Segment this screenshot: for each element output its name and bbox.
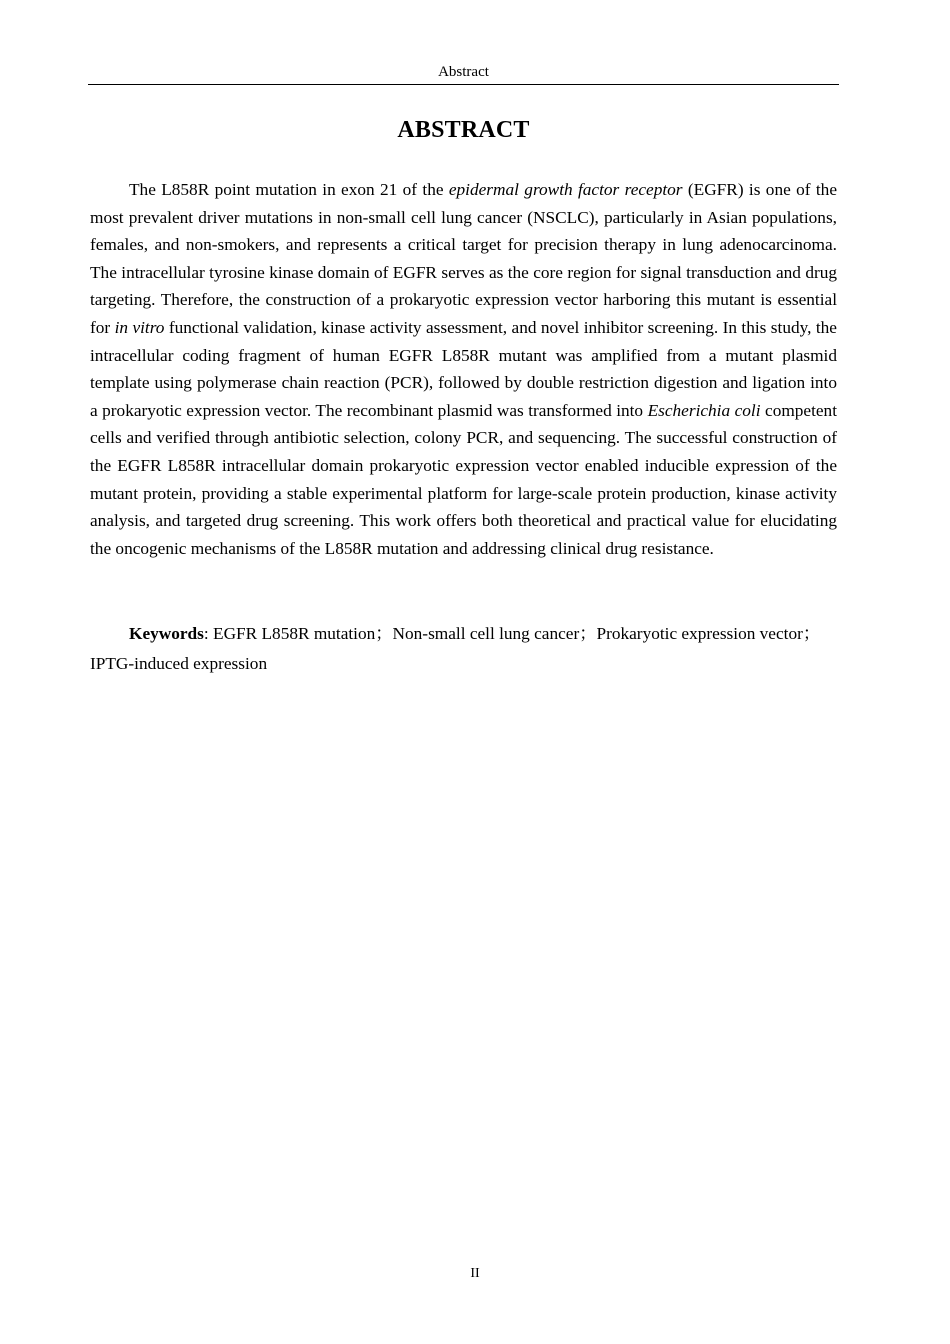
keywords-line xyxy=(90,619,837,679)
abstract-italic-egfr: epidermal growth factor receptor xyxy=(448,180,683,199)
abstract-text-2: (EGFR) is one of the most prevalent driver mutations in non-small cell lung cancer (NSCLC), particularly in Asian populations, females, and non-smokers, and represents a critical target for precision therapy in lung adenocarcinoma. The intracellular tyrosine kinase domain of EGFR serves as the core region for signal transduction and drug targeting. Therefore, the construction of a prokaryotic expression vector harboring this mutant is essential for xyxy=(90,180,837,337)
keywords-text: : EGFR L858R mutation；Non-small cell lung cancer；Prokaryotic expression vector；IPTG-induced expression xyxy=(90,624,821,673)
header-rule xyxy=(88,84,839,85)
abstract-title: ABSTRACT xyxy=(397,117,530,143)
abstract-italic-in-vitro: in vitro xyxy=(114,317,165,337)
keywords-label: Keywords xyxy=(129,624,204,643)
abstract-text-4: competent cells and verified through antibiotic selection, colony PCR, and sequencing. The successful construction of the EGFR L858R intracellular domain prokaryotic expression vector enabled inducible expression of the mutant protein, providing a stable experimental platform for large-scale protein production, kinase activity analysis, and targeted drug screening. This work offers both theoretical and practical value for elucidating the oncogenic mechanisms of the L858R mutation and addressing clinical drug resistance. xyxy=(90,400,837,558)
page-number: II xyxy=(470,1266,480,1281)
abstract-body xyxy=(90,176,837,562)
running-header: Abstract xyxy=(438,64,489,80)
abstract-text-1: The L858R point mutation in exon 21 of the xyxy=(129,180,449,199)
abstract-italic-ecoli: Escherichia coli xyxy=(647,400,761,420)
abstract-text-3: functional validation, kinase activity assessment, and novel inhibitor screening. In this study, the intracellular coding fragment of human EGFR L858R mutant was amplified from a mutant plasmid template using polymerase chain reaction (PCR), followed by double restriction digestion and ligation into a prokaryotic expression vector. The recombinant plasmid was transformed into xyxy=(90,317,837,420)
